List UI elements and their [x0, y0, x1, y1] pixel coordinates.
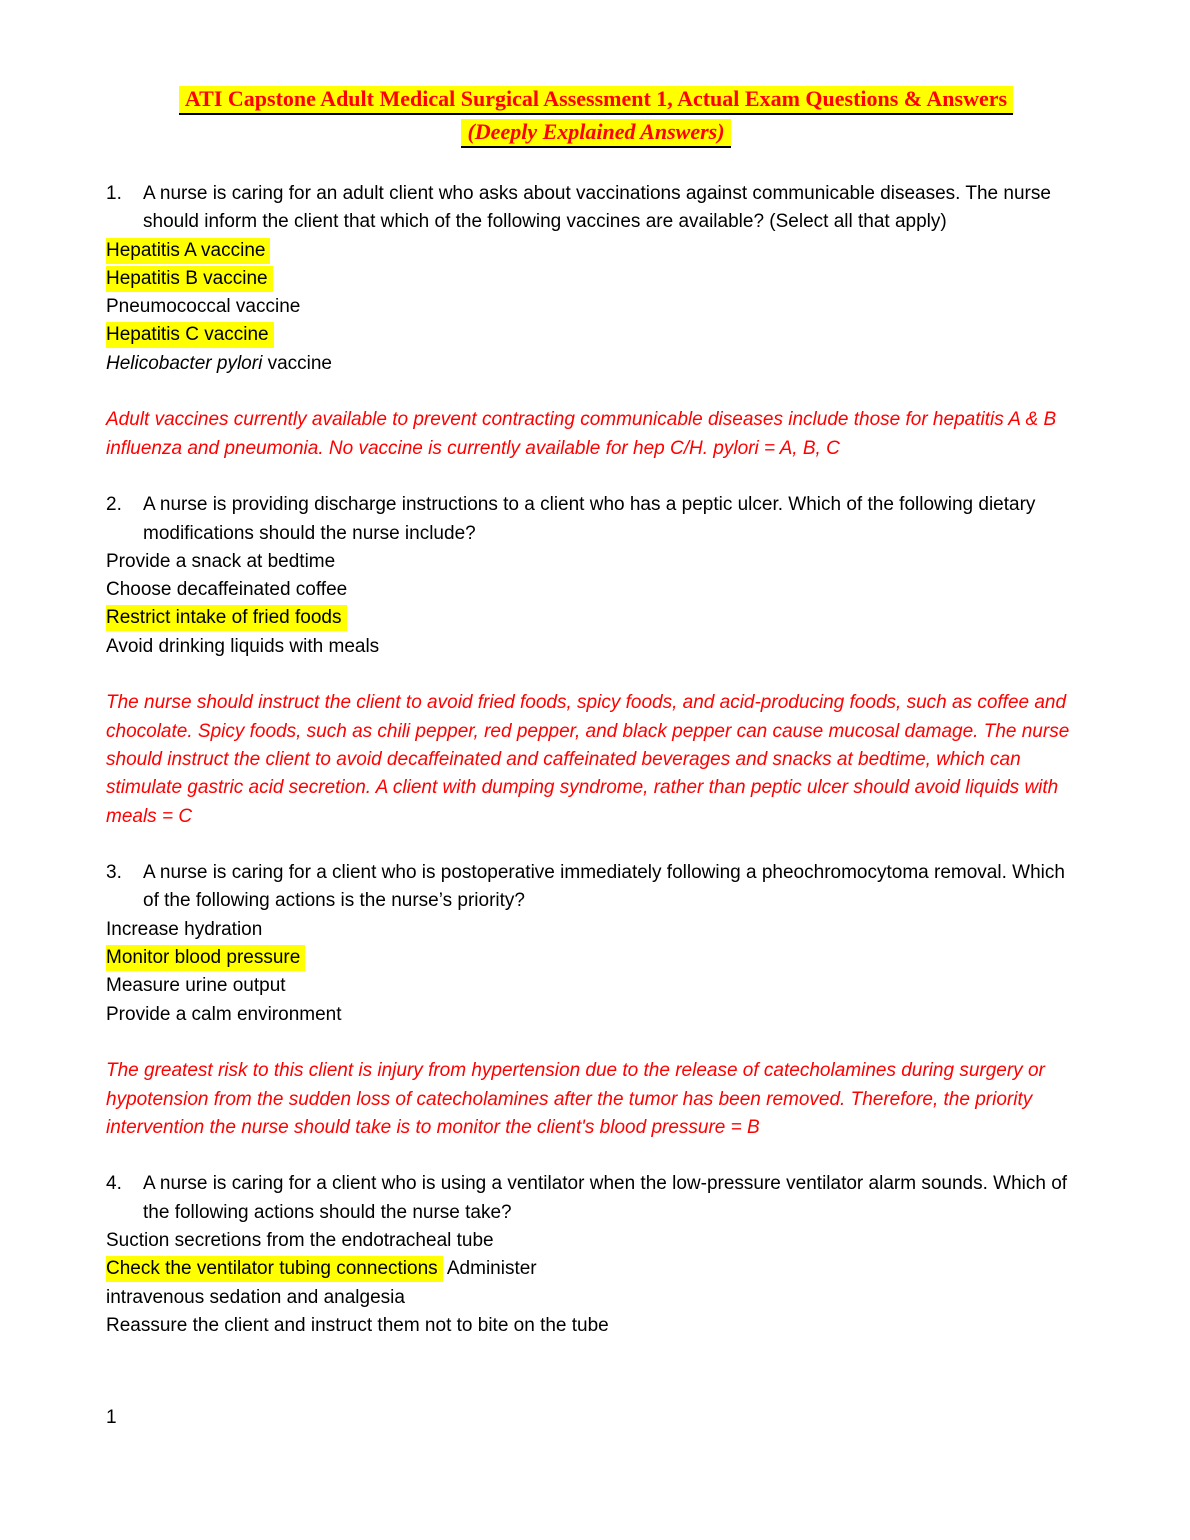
answer-highlighted: Hepatitis B vaccine: [106, 266, 273, 292]
option-line: [106, 604, 1086, 632]
subtitle-text-highlighted: (Deeply Explained Answers): [461, 119, 730, 148]
option-line: [106, 972, 1086, 1000]
option-line: [106, 1284, 1086, 1312]
options-list: [106, 237, 1086, 378]
question-block: [106, 1170, 1086, 1340]
answer-highlighted: Hepatitis A vaccine: [106, 238, 270, 264]
title-line-1: [106, 84, 1086, 115]
option-segment: Provide a calm environment: [106, 1003, 342, 1025]
option-segment: vaccine: [262, 352, 332, 374]
option-line: [106, 321, 1086, 349]
question-number: 3.: [106, 862, 122, 884]
questions-container: [106, 180, 1086, 1340]
options-list: [106, 1227, 1086, 1340]
option-segment: Reassure the client and instruct them not to bite on the tube: [106, 1314, 609, 1336]
answer-highlighted: Restrict intake of fried foods: [106, 605, 347, 631]
answer-highlighted: Hepatitis C vaccine: [106, 322, 274, 348]
question-paragraph: [106, 491, 1086, 548]
question-text: A nurse is providing discharge instructions to a client who has a peptic ulcer. Which of the following dietary modifications should the nurse include?: [143, 494, 1036, 544]
question-block: [106, 180, 1086, 463]
option-line: [106, 633, 1086, 661]
explanation-text: The greatest risk to this client is injury from hypertension due to the release of catecholamines during surgery or hypotension from the sudden loss of catecholamines after the tumor has been removed. Therefore, the priority intervention the nurse should take is to monitor the client's blood pressure = B: [106, 1060, 1045, 1138]
option-line: [106, 916, 1086, 944]
question-paragraph: [106, 1170, 1086, 1227]
option-line: [106, 548, 1086, 576]
option-segment: Provide a snack at bedtime: [106, 550, 336, 572]
question-block: [106, 859, 1086, 1142]
option-line: [106, 1255, 1086, 1283]
question-number: 2.: [106, 494, 122, 516]
answer-highlighted: Monitor blood pressure: [106, 945, 305, 971]
option-line: [106, 1001, 1086, 1029]
option-segment: Administer: [442, 1258, 537, 1280]
option-line: [106, 350, 1086, 378]
question-number: 1.: [106, 183, 122, 204]
option-line: [106, 293, 1086, 321]
option-segment: Increase hydration: [106, 918, 263, 940]
answer-highlighted: Check the ventilator tubing connections: [106, 1256, 443, 1282]
option-segment: intravenous sedation and analgesia: [106, 1286, 405, 1308]
question-text: A nurse is caring for a client who is postoperative immediately following a pheochromocytoma removal. Which of the following actions is the nurse’s priority?: [143, 862, 1065, 912]
question-paragraph: [106, 180, 1086, 237]
option-line: [106, 265, 1086, 293]
explanation-text: Adult vaccines currently available to prevent contracting communicable diseases include those for hepatitis A & B influenza and pneumonia. No vaccine is currently available for hep C/H. pylori = A, B, C: [106, 409, 1057, 459]
question-paragraph: [106, 859, 1086, 916]
option-segment: Suction secretions from the endotracheal tube: [106, 1229, 494, 1251]
question-block: [106, 491, 1086, 831]
question-number: 4.: [106, 1173, 122, 1195]
option-line: [106, 1227, 1086, 1255]
title-text-highlighted: ATI Capstone Adult Medical Surgical Assessment 1, Actual Exam Questions & Answers: [179, 86, 1013, 115]
option-line: [106, 1312, 1086, 1340]
option-segment: Avoid drinking liquids with meals: [106, 635, 380, 657]
option-segment: Measure urine output: [106, 975, 286, 997]
title-line-2: [106, 117, 1086, 148]
page-number: 1: [106, 1407, 117, 1428]
options-list: [106, 916, 1086, 1029]
option-line: [106, 576, 1086, 604]
option-segment: Helicobacter pylori: [106, 352, 263, 374]
explanation-text: The nurse should instruct the client to avoid fried foods, spicy foods, and acid-producing foods, such as coffee and chocolate. Spicy foods, such as chili pepper, red pepper, and black pepper can cause mucosal damage. The nurse should instruct the client to avoid decaffeinated and caffeinated beverages and snacks at bedtime, which can stimulate gastric acid secretion. A client with dumping syndrome, rather than peptic ulcer should avoid liquids with meals = C: [106, 692, 1070, 827]
question-text: A nurse is caring for an adult client who asks about vaccinations against communicable diseases. The nurse should inform the client that which of the following vaccines are available? (Select all that apply): [143, 183, 1051, 233]
options-list: [106, 548, 1086, 661]
document-title: [106, 84, 1086, 148]
option-segment: Choose decaffeinated coffee: [106, 579, 348, 601]
option-segment: Pneumococcal vaccine: [106, 296, 301, 318]
question-text: A nurse is caring for a client who is using a ventilator when the low-pressure ventilator alarm sounds. Which of the following actions should the nurse take?: [143, 1173, 1068, 1223]
option-line: [106, 237, 1086, 265]
option-line: [106, 944, 1086, 972]
